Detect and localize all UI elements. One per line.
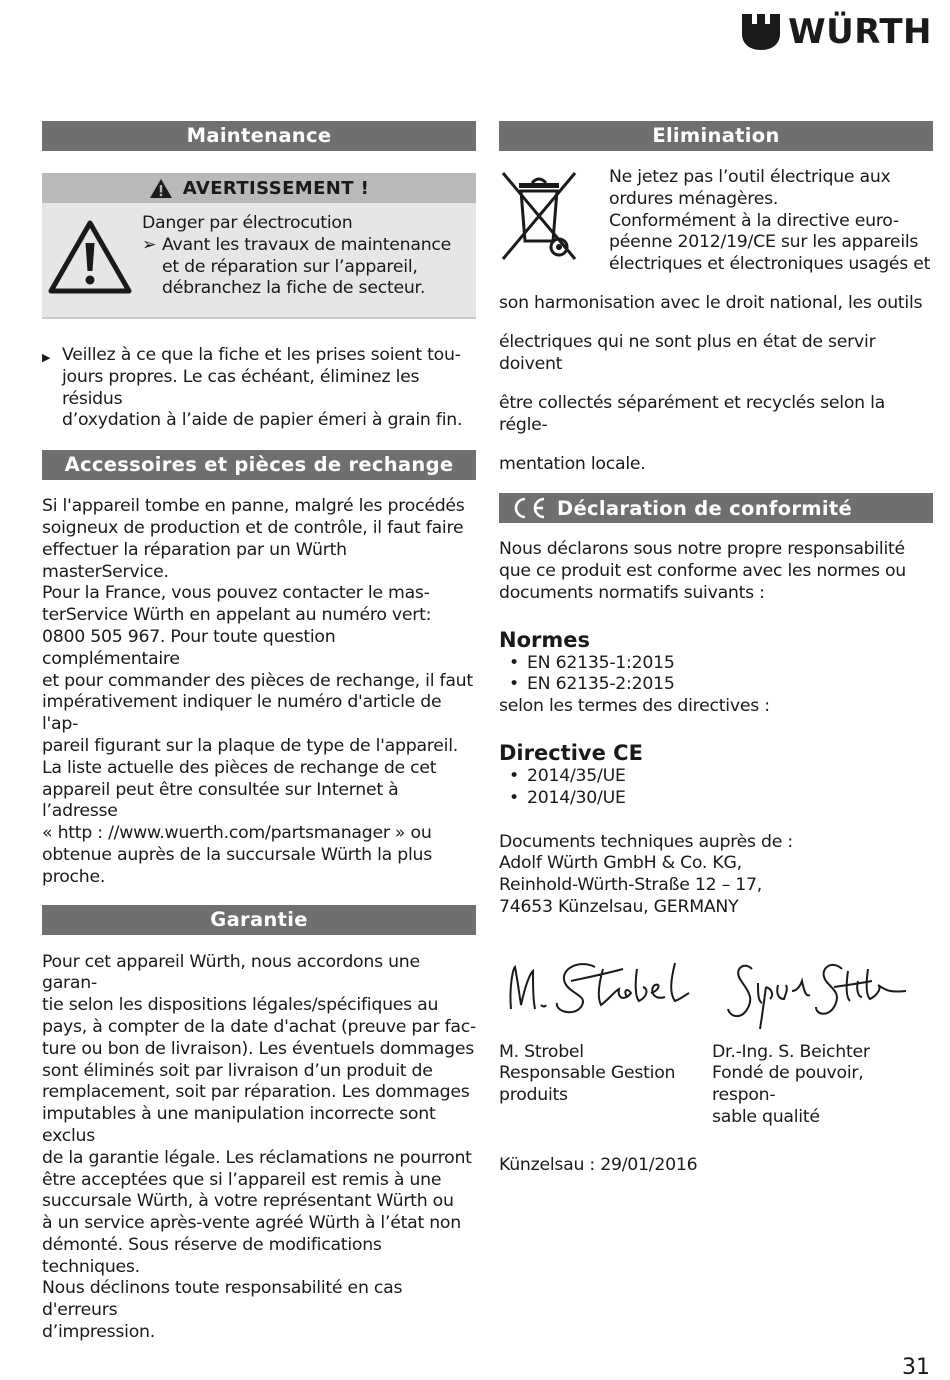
conformity-heading-bar: [499, 493, 933, 523]
warning-title: AVERTISSEMENT !: [182, 177, 370, 199]
maintenance-heading: Maintenance: [42, 121, 476, 151]
wurth-logo: [740, 12, 932, 52]
left-column: [42, 121, 476, 1344]
crossed-out-bin-icon: [499, 167, 579, 263]
elimination-block: Ne jetez pas l’outil électrique aux ordures ménagères. Conformément à la directive euro- péenne 2012/19/CE sur les appareils électriques et électroniques usagés et son harmonisation avec le droit national, les outils électriques qui ne sont plus en état de servir doivent être collectés séparément et recyclés selon la régle- mentation locale.: [499, 167, 933, 476]
list-item: • EN 62135-1:2015: [509, 652, 675, 673]
ce-mark-icon: [499, 493, 557, 523]
warning-triangle-icon: [48, 219, 132, 295]
warning-box: [42, 173, 476, 319]
conformity-heading: Déclaration de conformité: [557, 496, 853, 520]
place-date: Künzelsau : 29/01/2016: [499, 1154, 698, 1175]
directive-heading: Directive CE: [499, 741, 643, 766]
right-column: [499, 121, 933, 1177]
norms-heading: Normes: [499, 627, 590, 652]
directives-list: [499, 766, 933, 810]
warning-title-bar: [42, 173, 476, 203]
accessories-heading: Accessoires et pièces de rechange: [42, 450, 476, 480]
warranty-heading: Garantie: [42, 905, 476, 935]
warning-line: Danger par électrocution: [142, 213, 353, 233]
technical-docs: Documents techniques auprès de : Adolf Würth GmbH & Co. KG, Reinhold-Würth-Straße 12 – 17, 74653 Künzelsau, GERMANY: [499, 831, 793, 918]
signatory-name: M. Strobel: [499, 1041, 584, 1062]
signatory-beichter: Dr.-Ing. S. Beichter Fondé de pouvoir, respon- sable qualité: [712, 947, 925, 1129]
warning-triangle-small-icon: [149, 178, 173, 199]
warranty-text: Pour cet appareil Würth, nous accordons une garan- tie selon les dispositions légales/spécifiques au pays, à compter de la date d'achat (preuve par fac- ture ou bon de livraison). Les éventuels dommages sont éliminés soit par livraison d’un produit de remplacement, soit par réparation. Les dommages imputables à une manipulation incorrecte sont exclus de la garantie légale. Les réclamations ne pourront être acceptées que si l’appareil est remis à une succursale Würth, à votre représentant Würth ou à un service après-vente agréé Würth à l’état non démonté. Sous réserve de modifications techniques. Nous déclinons toute responsabilité en cas d'erreurs d’impression.: [42, 951, 476, 1343]
signature-strobel: [499, 947, 699, 1035]
signatures: [499, 947, 933, 1129]
conformity-intro: Nous déclarons sous notre propre responsabilité que ce produit est conforme avec les normes ou documents normatifs suivants :: [499, 539, 906, 603]
warning-instruction: ➢ Avant les travaux de maintenance et de réparation sur l’appareil, débranchez la fiche de secteur.: [142, 234, 452, 299]
brand-name: WÜRTH: [788, 12, 932, 52]
accessories-text: Si l'appareil tombe en panne, malgré les procédés soigneux de production et de contrôle, il faut faire effectuer la réparation par un Würth masterService. Pour la France, vous pouvez contacter le mas- terService Würth en appelant au numéro vert: 0800 505 967. Pour toute question complémentaire et pour commander des pièces de rechange, il faut impérativement indiquer le numéro d'article de l'ap- pareil figurant sur la plaque de type de l'appareil. La liste actuelle des pièces de rechange de cet appareil peut être consultée sur Internet à l’adresse « http : //www.wuerth.com/partsmanager » ou obtenue auprès de la succursale Würth la plus proche.: [42, 496, 473, 887]
elimination-heading: Elimination: [499, 121, 933, 151]
page-number: 31: [902, 1355, 930, 1380]
signature-beichter: [712, 947, 912, 1035]
list-item: • 2014/30/UE: [509, 787, 626, 808]
list-item: • EN 62135-2:2015: [509, 674, 675, 695]
maintenance-bullet: ▶ Veillez à ce que la fiche et les prises soient tou- jours propres. Le cas échéant, éliminez les résidus d’oxydation à l’aide de papier émeri à grain fin.: [42, 345, 463, 431]
signatory-name: Dr.-Ing. S. Beichter: [712, 1041, 870, 1062]
norms-after: selon les termes des directives :: [499, 696, 770, 717]
list-item: • 2014/35/UE: [509, 766, 626, 787]
signatory-strobel: M. Strobel Responsable Gestion produits: [499, 947, 712, 1129]
elimination-line: Ne jetez pas l’outil électrique aux: [609, 167, 891, 187]
wurth-logo-icon: [740, 12, 782, 52]
warning-body: [42, 203, 476, 317]
triangle-bullet-icon: ▶: [42, 351, 51, 364]
arrow-bullet-icon: ➢: [142, 234, 157, 255]
norms-list: [499, 653, 933, 697]
